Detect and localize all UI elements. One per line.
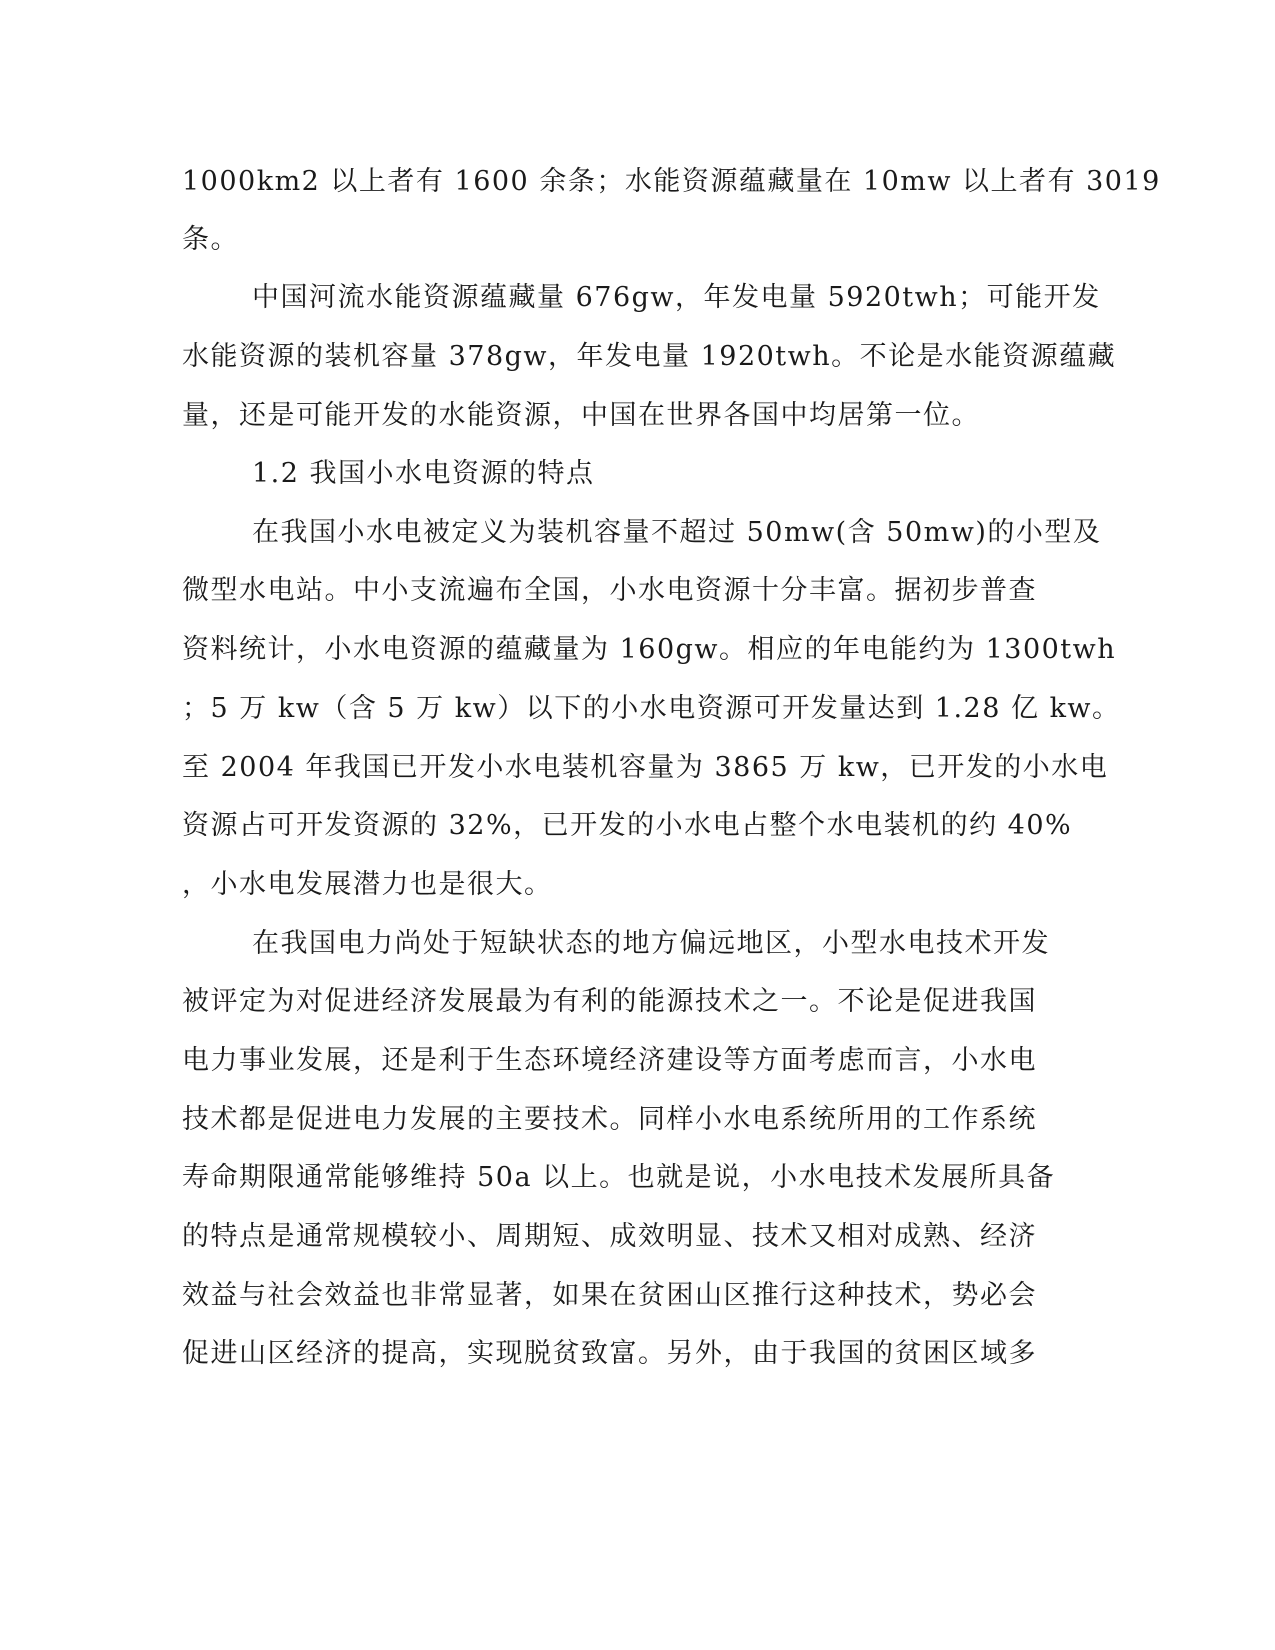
text-line: 量，还是可能开发的水能资源，中国在世界各国中均居第一位。 <box>182 400 980 431</box>
text-line: 资料统计，小水电资源的蕴藏量为 160gw。相应的年电能约为 1300twh <box>182 634 1117 665</box>
text-line: 微型水电站。中小支流遍布全国，小水电资源十分丰富。据初步普查 <box>182 575 1037 606</box>
text-line: ；5 万 kw（含 5 万 kw）以下的小水电资源可开发量达到 1.28 亿 kw。 <box>182 693 1121 724</box>
text-line: 条。 <box>182 224 239 255</box>
text-line: 资源占可开发资源的 32%，已开发的小水电占整个水电装机的约 40% <box>182 810 1073 841</box>
text-line: 促进山区经济的提高，实现脱贫致富。另外，由于我国的贫困区域多 <box>182 1338 1037 1369</box>
text-line: 寿命期限通常能够维持 50a 以上。也就是说，小水电技术发展所具备 <box>182 1162 1056 1193</box>
text-line: 电力事业发展，还是利于生态环境经济建设等方面考虑而言，小水电 <box>182 1045 1037 1076</box>
text-line: 效益与社会效益也非常显著，如果在贫困山区推行这种技术，势必会 <box>182 1280 1037 1311</box>
text-line: 至 2004 年我国已开发小水电装机容量为 3865 万 kw，已开发的小水电 <box>182 752 1109 783</box>
paragraph-first-line: 在我国小水电被定义为装机容量不超过 50mw(含 50mw)的小型及 <box>252 517 1102 548</box>
text-line: 的特点是通常规模较小、周期短、成效明显、技术又相对成熟、经济 <box>182 1221 1037 1252</box>
paragraph-first-line: 中国河流水能资源蕴藏量 676gw，年发电量 5920twh；可能开发 <box>252 282 1101 313</box>
text-line: 1000km2 以上者有 1600 余条；水能资源蕴藏量在 10mw 以上者有 3019 <box>182 166 1161 197</box>
text-line: ，小水电发展潜力也是很大。 <box>182 869 553 900</box>
text-line: 水能资源的装机容量 378gw，年发电量 1920twh。不论是水能资源蕴藏 <box>182 341 1117 372</box>
text-line: 技术都是促进电力发展的主要技术。同样小水电系统所用的工作系统 <box>182 1104 1037 1135</box>
paragraph-first-line: 在我国电力尚处于短缺状态的地方偏远地区，小型水电技术开发 <box>252 928 1050 959</box>
section-heading: 1.2 我国小水电资源的特点 <box>252 458 595 489</box>
text-line: 被评定为对促进经济发展最为有利的能源技术之一。不论是促进我国 <box>182 986 1037 1017</box>
